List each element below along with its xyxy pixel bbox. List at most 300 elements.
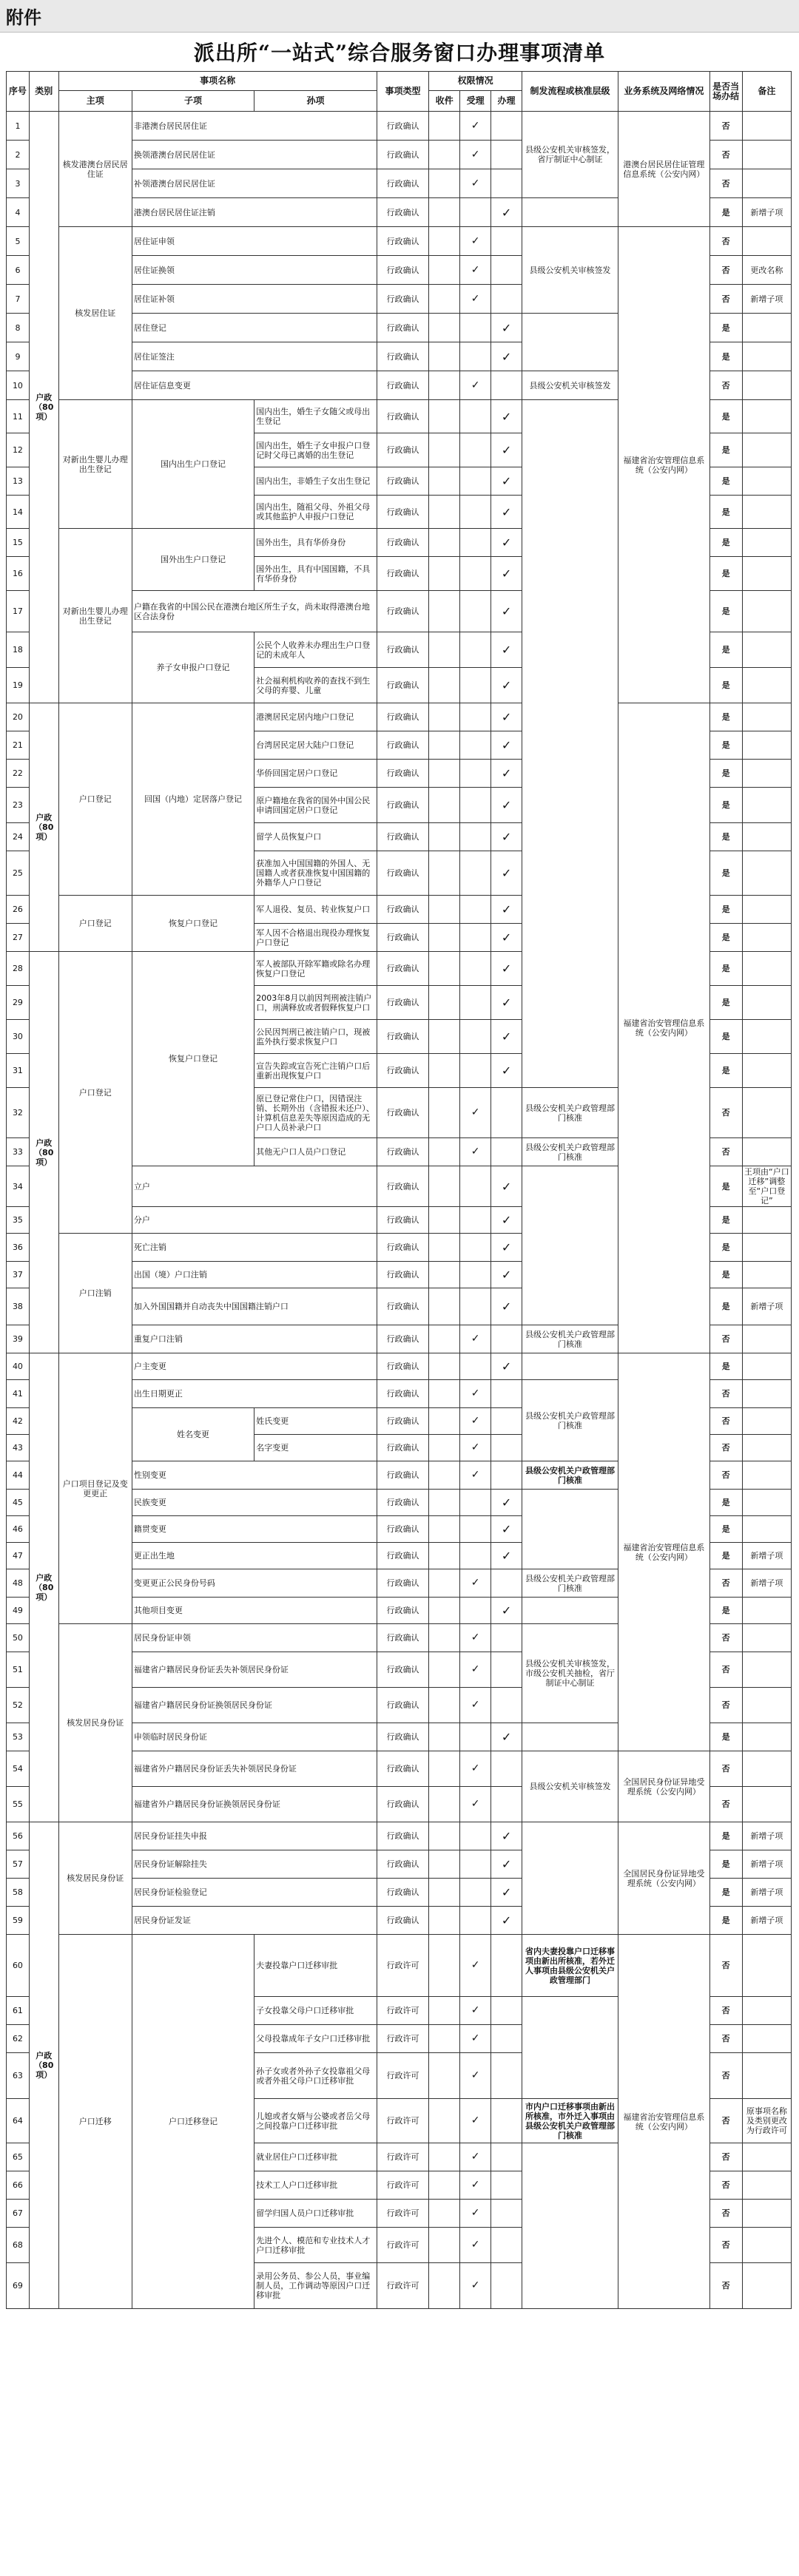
type-cell: 行政确认 bbox=[377, 632, 429, 668]
main-item-cell: 核发居民身份证 bbox=[58, 1822, 132, 1935]
sub-item-cell: 福建省户籍居民身份证丢失补领居民身份证 bbox=[132, 1652, 377, 1688]
type-cell: 行政许可 bbox=[377, 2143, 429, 2171]
accept-cell: ✓ bbox=[460, 1787, 491, 1822]
onsite-cell: 是 bbox=[709, 342, 742, 371]
process-cell: 县级公安机关审核签发 bbox=[522, 1751, 618, 1822]
remark-cell bbox=[742, 2228, 791, 2263]
receive-cell bbox=[429, 1516, 460, 1543]
receive-cell bbox=[429, 760, 460, 788]
remark-cell bbox=[742, 731, 791, 760]
process-cell: 县级公安机关户政管理部门核准 bbox=[522, 1569, 618, 1598]
remark-cell bbox=[742, 1207, 791, 1234]
process-cell: 县级公安机关审核签发 bbox=[522, 227, 618, 314]
items-table bbox=[6, 71, 792, 2309]
sub-item-cell: 居住证信息变更 bbox=[132, 371, 377, 400]
row-number: 68 bbox=[7, 2228, 30, 2263]
onsite-cell: 否 bbox=[709, 1997, 742, 2025]
detail-item-cell: 华侨回国定居户口登记 bbox=[254, 760, 377, 788]
accept-cell: ✓ bbox=[460, 2228, 491, 2263]
detail-item-cell: 留学人员恢复户口 bbox=[254, 823, 377, 851]
detail-item-cell: 子女投靠父母户口迁移审批 bbox=[254, 1997, 377, 2025]
handle-cell: ✓ bbox=[491, 924, 522, 952]
sub-item-cell: 居住证申领 bbox=[132, 227, 377, 256]
remark-cell bbox=[742, 1723, 791, 1751]
accept-cell bbox=[460, 788, 491, 823]
receive-cell bbox=[429, 1751, 460, 1787]
receive-cell bbox=[429, 2263, 460, 2309]
process-cell: 县级公安机关户政管理部门核准 bbox=[522, 1461, 618, 1490]
type-cell: 行政确认 bbox=[377, 703, 429, 731]
remark-cell bbox=[742, 169, 791, 198]
remark-cell bbox=[742, 2053, 791, 2099]
onsite-cell: 是 bbox=[709, 591, 742, 632]
accept-cell bbox=[460, 668, 491, 703]
row-number: 56 bbox=[7, 1822, 30, 1850]
handle-cell: ✓ bbox=[491, 496, 522, 529]
receive-cell bbox=[429, 1461, 460, 1490]
accept-cell: ✓ bbox=[460, 1408, 491, 1435]
accept-cell bbox=[460, 1490, 491, 1516]
handle-cell bbox=[491, 1624, 522, 1652]
receive-cell bbox=[429, 924, 460, 952]
receive-cell bbox=[429, 1207, 460, 1234]
accept-cell: ✓ bbox=[460, 1325, 491, 1353]
row-number: 42 bbox=[7, 1408, 30, 1435]
row-number: 41 bbox=[7, 1380, 30, 1408]
receive-cell bbox=[429, 986, 460, 1020]
onsite-cell: 否 bbox=[709, 2171, 742, 2200]
type-cell: 行政确认 bbox=[377, 1751, 429, 1787]
onsite-cell: 否 bbox=[709, 112, 742, 141]
onsite-cell: 是 bbox=[709, 400, 742, 433]
accept-cell bbox=[460, 1207, 491, 1234]
process-cell bbox=[522, 2143, 618, 2309]
type-cell: 行政确认 bbox=[377, 1166, 429, 1207]
detail-item-cell: 国外出生，具有华侨身份 bbox=[254, 529, 377, 557]
row-number: 65 bbox=[7, 2143, 30, 2171]
detail-item-cell: 国内出生，婚生子女随父或母出生登记 bbox=[254, 400, 377, 433]
row-number: 25 bbox=[7, 851, 30, 896]
remark-cell bbox=[742, 788, 791, 823]
sub-item-cell: 更正出生地 bbox=[132, 1543, 377, 1569]
detail-item-cell: 国内出生，非婚生子女出生登记 bbox=[254, 467, 377, 496]
row-number: 33 bbox=[7, 1138, 30, 1166]
table-wrapper bbox=[0, 71, 799, 2309]
receive-cell bbox=[429, 1490, 460, 1516]
onsite-cell: 否 bbox=[709, 1688, 742, 1723]
type-cell: 行政确认 bbox=[377, 1490, 429, 1516]
accept-cell bbox=[460, 591, 491, 632]
handle-cell bbox=[491, 2099, 522, 2143]
remark-cell bbox=[742, 1325, 791, 1353]
remark-cell bbox=[742, 2143, 791, 2171]
accept-cell: ✓ bbox=[460, 1997, 491, 2025]
detail-item-cell: 技术工人户口迁移审批 bbox=[254, 2171, 377, 2200]
receive-cell bbox=[429, 1850, 460, 1879]
type-cell: 行政确认 bbox=[377, 433, 429, 467]
detail-item-cell: 军人因不合格退出现役办理恢复户口登记 bbox=[254, 924, 377, 952]
onsite-cell: 是 bbox=[709, 703, 742, 731]
detail-item-cell: 孙子女或者外孙子女投靠祖父母或者外祖父母户口迁移审批 bbox=[254, 2053, 377, 2099]
handle-cell bbox=[491, 141, 522, 169]
remark-cell bbox=[742, 851, 791, 896]
type-cell: 行政确认 bbox=[377, 1380, 429, 1408]
row-number: 50 bbox=[7, 1624, 30, 1652]
row-number: 13 bbox=[7, 467, 30, 496]
detail-item-cell: 原户籍地在我省的国外中国公民申请回国定居户口登记 bbox=[254, 788, 377, 823]
handle-cell: ✓ bbox=[491, 1353, 522, 1380]
onsite-cell: 否 bbox=[709, 1461, 742, 1490]
onsite-cell: 是 bbox=[709, 1598, 742, 1624]
table-row bbox=[7, 1935, 792, 1997]
onsite-cell: 否 bbox=[709, 1652, 742, 1688]
handle-cell: ✓ bbox=[491, 433, 522, 467]
handle-cell bbox=[491, 1408, 522, 1435]
onsite-cell: 是 bbox=[709, 1516, 742, 1543]
remark-cell bbox=[742, 1353, 791, 1380]
process-cell bbox=[522, 1723, 618, 1751]
type-cell: 行政确认 bbox=[377, 731, 429, 760]
type-cell: 行政确认 bbox=[377, 169, 429, 198]
remark-cell bbox=[742, 952, 791, 986]
remark-cell: 新增子项 bbox=[742, 1288, 791, 1325]
type-cell: 行政确认 bbox=[377, 1288, 429, 1325]
detail-item-cell: 国内出生，婚生子女申报户口登记时父母已离婚的出生登记 bbox=[254, 433, 377, 467]
main-item-cell: 核发港澳台居民居住证 bbox=[58, 112, 132, 227]
accept-cell: ✓ bbox=[460, 1569, 491, 1598]
receive-cell bbox=[429, 1054, 460, 1088]
accept-cell bbox=[460, 952, 491, 986]
receive-cell bbox=[429, 1997, 460, 2025]
type-cell: 行政确认 bbox=[377, 851, 429, 896]
process-cell bbox=[522, 1490, 618, 1569]
sub-item-cell: 居民身份证挂失申报 bbox=[132, 1822, 377, 1850]
accept-cell bbox=[460, 1907, 491, 1935]
accept-cell: ✓ bbox=[460, 1435, 491, 1461]
handle-cell bbox=[491, 1688, 522, 1723]
remark-cell bbox=[742, 986, 791, 1020]
row-number: 66 bbox=[7, 2171, 30, 2200]
receive-cell bbox=[429, 2025, 460, 2053]
row-number: 20 bbox=[7, 703, 30, 731]
type-cell: 行政确认 bbox=[377, 1408, 429, 1435]
type-cell: 行政确认 bbox=[377, 198, 429, 227]
row-number: 7 bbox=[7, 285, 30, 314]
onsite-cell: 是 bbox=[709, 1907, 742, 1935]
remark-cell bbox=[742, 1435, 791, 1461]
sub-item-cell: 姓名变更 bbox=[132, 1408, 254, 1461]
row-number: 21 bbox=[7, 731, 30, 760]
process-cell bbox=[522, 1353, 618, 1380]
type-cell: 行政确认 bbox=[377, 1516, 429, 1543]
accept-cell bbox=[460, 632, 491, 668]
handle-cell: ✓ bbox=[491, 1516, 522, 1543]
handle-cell: ✓ bbox=[491, 1054, 522, 1088]
sub-item-cell: 福建省外户籍居民身份证丢失补领居民身份证 bbox=[132, 1751, 377, 1787]
handle-cell bbox=[491, 2228, 522, 2263]
header-system: 业务系统及网络情况 bbox=[618, 72, 710, 112]
receive-cell bbox=[429, 169, 460, 198]
remark-cell bbox=[742, 2171, 791, 2200]
process-cell: 市内户口迁移事项由新出所核准，市外迁入事项由县级公安机关户政管理部门核准 bbox=[522, 2099, 618, 2143]
onsite-cell: 是 bbox=[709, 1490, 742, 1516]
detail-item-cell: 台湾居民定居大陆户口登记 bbox=[254, 731, 377, 760]
category-cell: 户政（80项） bbox=[29, 952, 58, 1353]
system-cell: 港澳台居民居住证管理信息系统（公安内网） bbox=[618, 112, 710, 227]
onsite-cell: 是 bbox=[709, 632, 742, 668]
remark-cell bbox=[742, 591, 791, 632]
type-cell: 行政确认 bbox=[377, 1325, 429, 1353]
remark-cell bbox=[742, 400, 791, 433]
onsite-cell: 是 bbox=[709, 198, 742, 227]
type-cell: 行政确认 bbox=[377, 1138, 429, 1166]
row-number: 43 bbox=[7, 1435, 30, 1461]
onsite-cell: 是 bbox=[709, 1543, 742, 1569]
handle-cell: ✓ bbox=[491, 591, 522, 632]
handle-cell bbox=[491, 169, 522, 198]
table-row bbox=[7, 1822, 792, 1850]
header-process: 制发流程或核准层级 bbox=[522, 72, 618, 112]
detail-item-cell: 先进个人、模范和专业技术人才户口迁移审批 bbox=[254, 2228, 377, 2263]
detail-item-cell: 原已登记常住户口，因错误注销、长期外出（含错报未还户）、计算机信息差失等原因造成的无户口人员补录户口 bbox=[254, 1088, 377, 1138]
process-cell bbox=[522, 314, 618, 371]
type-cell: 行政确认 bbox=[377, 1879, 429, 1907]
remark-cell bbox=[742, 703, 791, 731]
receive-cell bbox=[429, 227, 460, 256]
row-number: 1 bbox=[7, 112, 30, 141]
process-cell: 县级公安机关户政管理部门核准 bbox=[522, 1380, 618, 1461]
sub-item-cell: 居民身份证解除挂失 bbox=[132, 1850, 377, 1879]
sub-item-cell: 居住证补领 bbox=[132, 285, 377, 314]
accept-cell bbox=[460, 467, 491, 496]
handle-cell: ✓ bbox=[491, 668, 522, 703]
accept-cell: ✓ bbox=[460, 1652, 491, 1688]
onsite-cell: 否 bbox=[709, 285, 742, 314]
receive-cell bbox=[429, 1408, 460, 1435]
handle-cell: ✓ bbox=[491, 952, 522, 986]
remark-cell bbox=[742, 557, 791, 591]
receive-cell bbox=[429, 433, 460, 467]
receive-cell bbox=[429, 314, 460, 342]
handle-cell: ✓ bbox=[491, 1822, 522, 1850]
row-number: 53 bbox=[7, 1723, 30, 1751]
handle-cell bbox=[491, 1461, 522, 1490]
receive-cell bbox=[429, 371, 460, 400]
header-receive: 收件 bbox=[429, 91, 460, 112]
row-number: 3 bbox=[7, 169, 30, 198]
accept-cell bbox=[460, 703, 491, 731]
accept-cell: ✓ bbox=[460, 2263, 491, 2309]
header-type: 事项类型 bbox=[377, 72, 429, 112]
row-number: 61 bbox=[7, 1997, 30, 2025]
handle-cell bbox=[491, 2143, 522, 2171]
type-cell: 行政确认 bbox=[377, 1652, 429, 1688]
handle-cell bbox=[491, 1997, 522, 2025]
onsite-cell: 是 bbox=[709, 823, 742, 851]
remark-cell: 新增子项 bbox=[742, 1569, 791, 1598]
row-number: 38 bbox=[7, 1288, 30, 1325]
receive-cell bbox=[429, 591, 460, 632]
onsite-cell: 是 bbox=[709, 1020, 742, 1054]
type-cell: 行政确认 bbox=[377, 788, 429, 823]
type-cell: 行政确认 bbox=[377, 1907, 429, 1935]
type-cell: 行政许可 bbox=[377, 2263, 429, 2309]
sub-item-cell: 补领港澳台居民居住证 bbox=[132, 169, 377, 198]
sub-item-cell: 重复户口注销 bbox=[132, 1325, 377, 1353]
accept-cell: ✓ bbox=[460, 227, 491, 256]
onsite-cell: 是 bbox=[709, 731, 742, 760]
table-row bbox=[7, 703, 792, 731]
sub-item-cell: 其他项目变更 bbox=[132, 1598, 377, 1624]
category-cell: 户政（80项） bbox=[29, 703, 58, 952]
row-number: 31 bbox=[7, 1054, 30, 1088]
type-cell: 行政确认 bbox=[377, 285, 429, 314]
type-cell: 行政确认 bbox=[377, 591, 429, 632]
row-number: 29 bbox=[7, 986, 30, 1020]
row-number: 59 bbox=[7, 1907, 30, 1935]
handle-cell: ✓ bbox=[491, 1262, 522, 1288]
remark-cell bbox=[742, 467, 791, 496]
detail-item-cell: 国外出生，具有中国国籍，不具有华侨身份 bbox=[254, 557, 377, 591]
receive-cell bbox=[429, 2099, 460, 2143]
handle-cell bbox=[491, 1935, 522, 1997]
type-cell: 行政确认 bbox=[377, 986, 429, 1020]
header-main-item: 主项 bbox=[58, 91, 132, 112]
handle-cell bbox=[491, 1787, 522, 1822]
remark-cell: 新增子项 bbox=[742, 1822, 791, 1850]
remark-cell: 更改名称 bbox=[742, 256, 791, 285]
receive-cell bbox=[429, 952, 460, 986]
onsite-cell: 否 bbox=[709, 1325, 742, 1353]
handle-cell bbox=[491, 371, 522, 400]
onsite-cell: 是 bbox=[709, 1054, 742, 1088]
sub-item-cell: 国外出生户口登记 bbox=[132, 529, 254, 591]
remark-cell: 新增子项 bbox=[742, 285, 791, 314]
receive-cell bbox=[429, 2143, 460, 2171]
handle-cell: ✓ bbox=[491, 1723, 522, 1751]
detail-item-cell: 夫妻投靠户口迁移审批 bbox=[254, 1935, 377, 1997]
onsite-cell: 是 bbox=[709, 1353, 742, 1380]
row-number: 45 bbox=[7, 1490, 30, 1516]
detail-item-cell: 宣告失踪或宣告死亡注销户口后重新出现恢复户口 bbox=[254, 1054, 377, 1088]
row-number: 12 bbox=[7, 433, 30, 467]
sub-item-cell: 港澳台居民居住证注销 bbox=[132, 198, 377, 227]
detail-item-cell: 国内出生，随祖父母、外祖父母或其他监护人申报户口登记 bbox=[254, 496, 377, 529]
type-cell: 行政确认 bbox=[377, 924, 429, 952]
sub-item-cell: 立户 bbox=[132, 1166, 377, 1207]
process-cell bbox=[522, 1997, 618, 2099]
remark-cell bbox=[742, 141, 791, 169]
onsite-cell: 否 bbox=[709, 1787, 742, 1822]
remark-cell bbox=[742, 1787, 791, 1822]
accept-cell: ✓ bbox=[460, 2143, 491, 2171]
accept-cell: ✓ bbox=[460, 256, 491, 285]
receive-cell bbox=[429, 529, 460, 557]
onsite-cell: 否 bbox=[709, 1751, 742, 1787]
onsite-cell: 是 bbox=[709, 433, 742, 467]
accept-cell bbox=[460, 1723, 491, 1751]
row-number: 18 bbox=[7, 632, 30, 668]
row-number: 46 bbox=[7, 1516, 30, 1543]
accept-cell bbox=[460, 1850, 491, 1879]
sub-item-cell: 恢复户口登记 bbox=[132, 896, 254, 952]
type-cell: 行政确认 bbox=[377, 668, 429, 703]
receive-cell bbox=[429, 1598, 460, 1624]
row-number: 58 bbox=[7, 1879, 30, 1907]
row-number: 27 bbox=[7, 924, 30, 952]
accept-cell: ✓ bbox=[460, 285, 491, 314]
handle-cell: ✓ bbox=[491, 1020, 522, 1054]
remark-cell bbox=[742, 1380, 791, 1408]
type-cell: 行政确认 bbox=[377, 823, 429, 851]
type-cell: 行政确认 bbox=[377, 1088, 429, 1138]
accept-cell bbox=[460, 1020, 491, 1054]
sub-item-cell: 居住证换领 bbox=[132, 256, 377, 285]
receive-cell bbox=[429, 400, 460, 433]
row-number: 4 bbox=[7, 198, 30, 227]
accept-cell: ✓ bbox=[460, 169, 491, 198]
accept-cell bbox=[460, 1879, 491, 1907]
process-cell: 县级公安机关审核签发，省厅制证中心制证 bbox=[522, 112, 618, 198]
accept-cell: ✓ bbox=[460, 1751, 491, 1787]
remark-cell: 王项由“户口迁移”调整至“户口登记” bbox=[742, 1166, 791, 1207]
sub-item-cell: 居民身份证检验登记 bbox=[132, 1879, 377, 1907]
receive-cell bbox=[429, 112, 460, 141]
onsite-cell: 是 bbox=[709, 851, 742, 896]
type-cell: 行政确认 bbox=[377, 371, 429, 400]
receive-cell bbox=[429, 2171, 460, 2200]
accept-cell bbox=[460, 823, 491, 851]
type-cell: 行政确认 bbox=[377, 529, 429, 557]
accept-cell bbox=[460, 924, 491, 952]
accept-cell: ✓ bbox=[460, 1935, 491, 1997]
header-detail-item: 孙项 bbox=[254, 91, 377, 112]
remark-cell: 原事项名称及类别更改为行政许可 bbox=[742, 2099, 791, 2143]
type-cell: 行政确认 bbox=[377, 400, 429, 433]
remark-cell bbox=[742, 632, 791, 668]
type-cell: 行政确认 bbox=[377, 1598, 429, 1624]
row-number: 19 bbox=[7, 668, 30, 703]
receive-cell bbox=[429, 342, 460, 371]
remark-cell bbox=[742, 1652, 791, 1688]
category-cell: 户政（80项） bbox=[29, 112, 58, 703]
receive-cell bbox=[429, 467, 460, 496]
onsite-cell: 是 bbox=[709, 924, 742, 952]
remark-cell bbox=[742, 371, 791, 400]
accept-cell bbox=[460, 1234, 491, 1262]
onsite-cell: 否 bbox=[709, 1569, 742, 1598]
type-cell: 行政确认 bbox=[377, 1723, 429, 1751]
handle-cell: ✓ bbox=[491, 1288, 522, 1325]
sub-item-cell: 户口迁移登记 bbox=[132, 1935, 254, 2309]
onsite-cell: 是 bbox=[709, 1822, 742, 1850]
detail-item-cell: 名字变更 bbox=[254, 1435, 377, 1461]
onsite-cell: 否 bbox=[709, 227, 742, 256]
remark-cell bbox=[742, 342, 791, 371]
onsite-cell: 是 bbox=[709, 1262, 742, 1288]
row-number: 37 bbox=[7, 1262, 30, 1288]
handle-cell bbox=[491, 1435, 522, 1461]
remark-cell bbox=[742, 924, 791, 952]
row-number: 47 bbox=[7, 1543, 30, 1569]
detail-item-cell: 公民个人收养未办理出生户口登记的未成年人 bbox=[254, 632, 377, 668]
receive-cell bbox=[429, 1935, 460, 1997]
accept-cell bbox=[460, 896, 491, 924]
onsite-cell: 否 bbox=[709, 1435, 742, 1461]
handle-cell bbox=[491, 227, 522, 256]
receive-cell bbox=[429, 1435, 460, 1461]
remark-cell bbox=[742, 1997, 791, 2025]
